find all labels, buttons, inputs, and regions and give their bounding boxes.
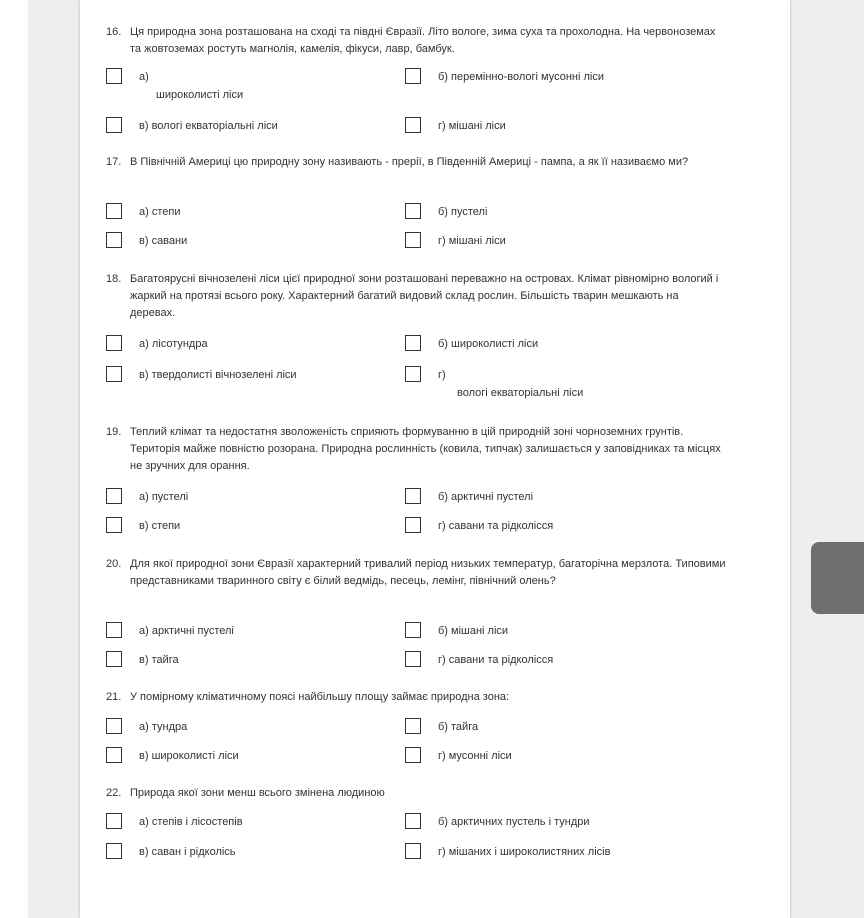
answer-label: а) степи (139, 206, 181, 218)
question-text: У помірному кліматичному поясі найбільшу площу займає природна зона: (130, 691, 510, 703)
question-19 (80, 424, 790, 532)
question-number: 16. (106, 26, 122, 38)
answer-label: б) пустелі (438, 206, 488, 218)
answer-label: а) пустелі (139, 491, 189, 503)
answer-checkbox[interactable] (106, 517, 122, 533)
question-18 (80, 271, 790, 399)
answer-label: в) тайга (139, 654, 179, 666)
answer-checkbox[interactable] (405, 843, 421, 859)
question-20 (80, 556, 790, 666)
answer-label: а) лісотундра (139, 338, 208, 350)
answer-checkbox[interactable] (405, 651, 421, 667)
answer-label: б) арктичних пустель і тундри (438, 816, 590, 828)
answer-checkbox[interactable] (106, 813, 122, 829)
answer-checkbox[interactable] (106, 718, 122, 734)
answer-checkbox[interactable] (106, 232, 122, 248)
question-text: В Північній Америці цю природну зону називають - прерії, в Південній Америці - пампа, а як її називаємо ми? (130, 156, 689, 168)
answer-checkbox[interactable] (405, 335, 421, 351)
question-text: Природа якої зони менш всього змінена людиною (130, 787, 385, 799)
answer-label-continuation: широколисті ліси (156, 89, 244, 101)
answer-checkbox[interactable] (405, 68, 421, 84)
answer-checkbox[interactable] (106, 843, 122, 859)
answer-label: в) савани (139, 235, 188, 247)
viewer-left-margin (0, 0, 28, 918)
answer-checkbox[interactable] (106, 651, 122, 667)
answer-checkbox[interactable] (106, 203, 122, 219)
answer-label: б) арктичні пустелі (438, 491, 534, 503)
question-number: 18. (106, 273, 122, 285)
answer-label: в) саван і рідколісь (139, 846, 236, 858)
answer-label: г) (438, 369, 446, 381)
answer-label: б) перемінно-вологі мусонні ліси (438, 71, 604, 83)
answer-label: г) мішані ліси (438, 120, 506, 132)
answer-label: г) мішані ліси (438, 235, 506, 247)
answer-checkbox[interactable] (106, 335, 122, 351)
question-number: 21. (106, 691, 122, 703)
answer-label: а) арктичні пустелі (139, 625, 234, 637)
question-21 (80, 689, 790, 762)
answer-checkbox[interactable] (405, 366, 421, 382)
answer-checkbox[interactable] (405, 747, 421, 763)
answer-label: в) широколисті ліси (139, 750, 239, 762)
answer-label: в) степи (139, 520, 181, 532)
answer-checkbox[interactable] (106, 366, 122, 382)
question-number: 22. (106, 787, 122, 799)
answer-checkbox[interactable] (106, 68, 122, 84)
question-text: Теплий клімат та недостатня зволоженість сприяють формуванню в цій природній зоні чорноземних грунтів. Територія майже повністю розорана. Природна рослинність (ковила, типчак) залишається у заповідниках та місцях не зручних для орання. (130, 426, 721, 472)
answer-checkbox[interactable] (106, 622, 122, 638)
answer-label: б) широколисті ліси (438, 338, 539, 350)
answer-label: б) тайга (438, 721, 479, 733)
question-text: Для якої природної зони Євразії характерний тривалий період низьких температур, багаторічна мерзлота. Типовими представниками тваринного світу є білий ведмідь, песець, лемінг, північний олень? (130, 558, 726, 587)
document-page (80, 0, 790, 918)
answer-checkbox[interactable] (405, 203, 421, 219)
question-text: Ця природна зона розташована на сході та півдні Євразії. Літо вологе, зима суха та прохолодна. На червоноземах та жовтоземах ростуть магнолія, камелія, фікуси, лавр, бамбук. (130, 26, 716, 55)
answer-checkbox[interactable] (405, 232, 421, 248)
answer-label: г) савани та рідколісся (438, 520, 554, 532)
answer-checkbox[interactable] (405, 488, 421, 504)
answer-label: в) твердолисті вічнозелені ліси (139, 369, 297, 381)
question-text: Багатоярусні вічнозелені ліси цієї природної зони розташовані переважно на островах. Клімат рівномірно вологий і жаркий на протязі всього року. Характерний багатий видовий склад рослин. Більшість тварин мешкають на деревах. (130, 273, 719, 319)
answer-label-continuation: вологі екваторіальні ліси (457, 387, 584, 399)
question-22 (80, 785, 790, 858)
side-page-tab[interactable] (811, 542, 864, 614)
answer-label: в) вологі екваторіальні ліси (139, 120, 278, 132)
answer-checkbox[interactable] (405, 813, 421, 829)
answer-checkbox[interactable] (405, 718, 421, 734)
answer-checkbox[interactable] (405, 622, 421, 638)
question-number: 20. (106, 558, 122, 570)
question-number: 19. (106, 426, 122, 438)
answer-label: г) мішаних і широколистяних лісів (438, 846, 611, 858)
answer-label: г) савани та рідколісся (438, 654, 554, 666)
answer-label: а) тундра (139, 721, 188, 733)
question-16 (80, 24, 790, 132)
answer-label: г) мусонні ліси (438, 750, 512, 762)
answer-label: а) (139, 71, 149, 83)
question-17 (80, 154, 790, 247)
answer-checkbox[interactable] (106, 747, 122, 763)
answer-checkbox[interactable] (405, 517, 421, 533)
answer-label: б) мішані ліси (438, 625, 509, 637)
answer-checkbox[interactable] (405, 117, 421, 133)
answer-label: а) степів і лісостепів (139, 816, 243, 828)
answer-checkbox[interactable] (106, 488, 122, 504)
answer-checkbox[interactable] (106, 117, 122, 133)
question-number: 17. (106, 156, 122, 168)
